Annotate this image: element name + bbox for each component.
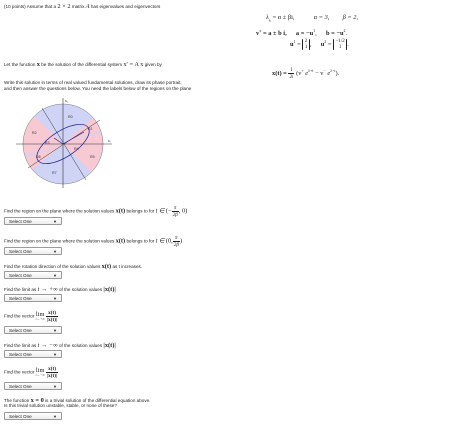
eigenvector-line: v± = a ± b i, $a = -u^1$, $b = -u^2$. [256, 28, 348, 38]
q5-select-label: Select One [9, 328, 32, 333]
q7-select-label: Select One [9, 384, 32, 389]
q5-lim-sub: t→+∞ [35, 316, 45, 321]
rhs-open: (v [296, 70, 302, 78]
rhs-e2: e [327, 70, 331, 78]
matrix-A: A [85, 3, 90, 10]
exp-plus: λ+t [308, 68, 314, 73]
q7-fraction [46, 366, 58, 379]
axis-y-label: x₂ [65, 99, 69, 103]
eigenvalue-line [266, 14, 358, 24]
q7-num: x(t) [46, 366, 58, 373]
q1-pi: π [172, 205, 179, 212]
u-vectors-line: $u^1 = 2$ 1 , $u^2 = -1/2$ 1 . [290, 39, 349, 50]
q5-lim [36, 312, 45, 322]
rhs-close: ). [335, 70, 340, 78]
q5-den: |x(t)| [47, 317, 58, 323]
rhs-e1: e [305, 70, 309, 78]
q5-fraction [46, 310, 58, 323]
lambda-sub: ± [268, 17, 271, 23]
q1-xt: x(t) [115, 207, 126, 215]
q4-limit: t → +∞ [37, 286, 58, 293]
chevron-down-icon: ▼ [53, 328, 57, 333]
matrix-size: 2 × 2 [57, 3, 71, 10]
region-label-7: R7 [52, 171, 57, 175]
question-6 [4, 342, 116, 350]
intro-a: Let the function [4, 62, 36, 67]
intro-b: be the solution of the differential system [41, 62, 123, 67]
q2-text-c: belongs to for [126, 238, 155, 244]
question-4 [4, 286, 116, 294]
q5-num: x(t) [46, 310, 58, 317]
q4-select-label: Select One [9, 296, 32, 301]
region-diagram [8, 94, 120, 190]
q7-lim-word: lim [35, 366, 45, 374]
q3-text-a: Find the rotation direction of the solution values [4, 264, 101, 269]
q3-cond: t increases. [118, 264, 143, 269]
u2-top: −1/2 [335, 39, 345, 45]
rhs-sup-minus: − [323, 68, 326, 73]
q1-text-c: belongs to for [126, 208, 155, 214]
problem-header [4, 3, 160, 11]
a-sup: 1 [313, 28, 316, 33]
q7-lim [36, 368, 45, 378]
region-label-0: R0 [68, 115, 73, 119]
solution-intro [4, 61, 162, 69]
final-question-line2: Is this trivial solution unstable, stable, or none of these? [4, 403, 117, 408]
q2-select[interactable] [4, 247, 62, 255]
b-equation: b = −u [325, 30, 344, 38]
chevron-down-icon: ▼ [53, 384, 57, 389]
v-symbol: v [256, 30, 260, 38]
u2-bot: 1 [338, 44, 342, 50]
chevron-down-icon: ▼ [53, 296, 57, 301]
region-label-5: R5 [90, 155, 95, 159]
points-text: (10 points) Assume that a [4, 4, 57, 9]
q7-den: |x(t)| [47, 373, 58, 379]
question-7 [4, 366, 58, 379]
formula-lhs: x(t) = [272, 70, 287, 78]
u1-sup: 1 [293, 39, 296, 44]
q7-text-a: Find the vector [4, 369, 35, 375]
question-3 [4, 263, 142, 271]
intro-c: given by [144, 62, 162, 67]
final-trivial: x = 0 [30, 397, 44, 404]
axis-x-label: x₁ [108, 139, 112, 143]
header-tail: has eigenvalues and eigenvectors [90, 4, 161, 9]
u2-label: u [320, 41, 325, 49]
q5-lim-word: lim [35, 310, 45, 318]
q6-select[interactable] [4, 350, 62, 358]
rhs-minus-v: − v [315, 70, 324, 78]
q2-xt: x(t) [115, 237, 126, 245]
q2-interval-a: (0, [165, 237, 173, 245]
x-symbol: x [36, 61, 40, 68]
final-select-label: Select One [9, 414, 32, 419]
exp-minus: λ−t [330, 68, 336, 73]
u2-sup: 2 [324, 39, 327, 44]
final-select[interactable] [4, 412, 62, 420]
frac-num: 1 [290, 67, 293, 74]
q6-text-a: Find the limit as [4, 343, 37, 348]
q2-pi: π [173, 235, 180, 242]
q1-den: 2β [172, 212, 178, 218]
q5-select[interactable] [4, 326, 62, 334]
region-label-4: R4 [74, 147, 79, 151]
q1-interval-b: , 0) [178, 207, 188, 215]
question-5 [4, 310, 58, 323]
beta-value: β = 2, [342, 14, 359, 21]
chevron-down-icon: ▼ [53, 352, 57, 357]
u1-label: u [290, 41, 294, 49]
region-label-2: R2 [32, 131, 37, 135]
chevron-down-icon: ▼ [53, 249, 57, 254]
final-text-c: is a trivial solution of the differential equation above. [45, 398, 151, 403]
u2-vector [333, 39, 347, 50]
q4-cond: |x(t)| [103, 286, 116, 293]
lambda-symbol: λ [266, 14, 269, 21]
rhs-sup-plus: + [301, 68, 304, 73]
u1-top: 2 [304, 39, 308, 45]
q4-text-c: of the solution values [58, 287, 103, 292]
q1-interval-a: (− [165, 207, 172, 215]
final-text-a: The function [4, 398, 30, 403]
q3-select[interactable] [4, 271, 62, 279]
instructions-line1: Write this solution in terms of real valued fundamental solutions, draw its phase portrait, [4, 80, 182, 85]
system-eq: x′ = A x [123, 61, 144, 68]
region-label-3: R3 [45, 141, 50, 145]
instructions-line2: and then answer the questions below. You need the labels below of the regions on the plane [4, 86, 192, 91]
chevron-down-icon: ▼ [53, 219, 57, 224]
q1-fraction [172, 205, 179, 218]
alpha-value: α = 3, [313, 14, 330, 21]
v-rhs: = a ± b i, [263, 30, 287, 38]
q1-text-a: Find the region on the plane where the solution values [4, 208, 115, 214]
q3-text-c: as [112, 264, 118, 269]
matrix-word: matrix [71, 4, 85, 9]
q1-cond: t ∈ [155, 207, 165, 215]
v-sup: ± [259, 28, 262, 33]
q3-xt: x(t) [101, 263, 112, 270]
q6-text-c: of the solution values [58, 343, 103, 348]
region-label-6: R6 [36, 155, 41, 159]
q6-cond: |x(t)| [103, 342, 116, 349]
u1-vector [302, 39, 310, 50]
chevron-down-icon: ▼ [53, 273, 57, 278]
frac-den: 2i [289, 74, 294, 81]
q3-select-label: Select One [9, 273, 32, 278]
lambda-rhs: = α ± βi, [272, 14, 295, 21]
q1-select-label: Select One [9, 219, 32, 224]
q7-select[interactable] [4, 382, 62, 390]
q2-text-a: Find the region on the plane where the solution values [4, 238, 115, 244]
q2-cond: t ∈ [155, 237, 165, 245]
u1-bot: 1 [304, 44, 308, 50]
solution-formula [272, 67, 339, 80]
q5-text-a: Find the vector [4, 313, 35, 319]
chevron-down-icon: ▼ [53, 414, 57, 419]
q6-select-label: Select One [9, 352, 32, 357]
q4-text-a: Find the limit as [4, 287, 37, 292]
q2-interval-b: ) [179, 237, 183, 245]
q2-fraction [173, 235, 183, 248]
b-sup: 2 [343, 28, 346, 33]
a-equation: a = −u [295, 30, 314, 38]
region-label-1: R1 [88, 127, 93, 131]
q7-lim-sub: t→−∞ [35, 372, 45, 377]
q4-select[interactable] [4, 294, 62, 302]
q1-select[interactable] [4, 217, 62, 225]
q2-den: 2β [173, 242, 179, 248]
q6-limit: t → −∞ [37, 342, 58, 349]
q2-select-label: Select One [9, 249, 32, 254]
formula-fraction [288, 67, 294, 80]
